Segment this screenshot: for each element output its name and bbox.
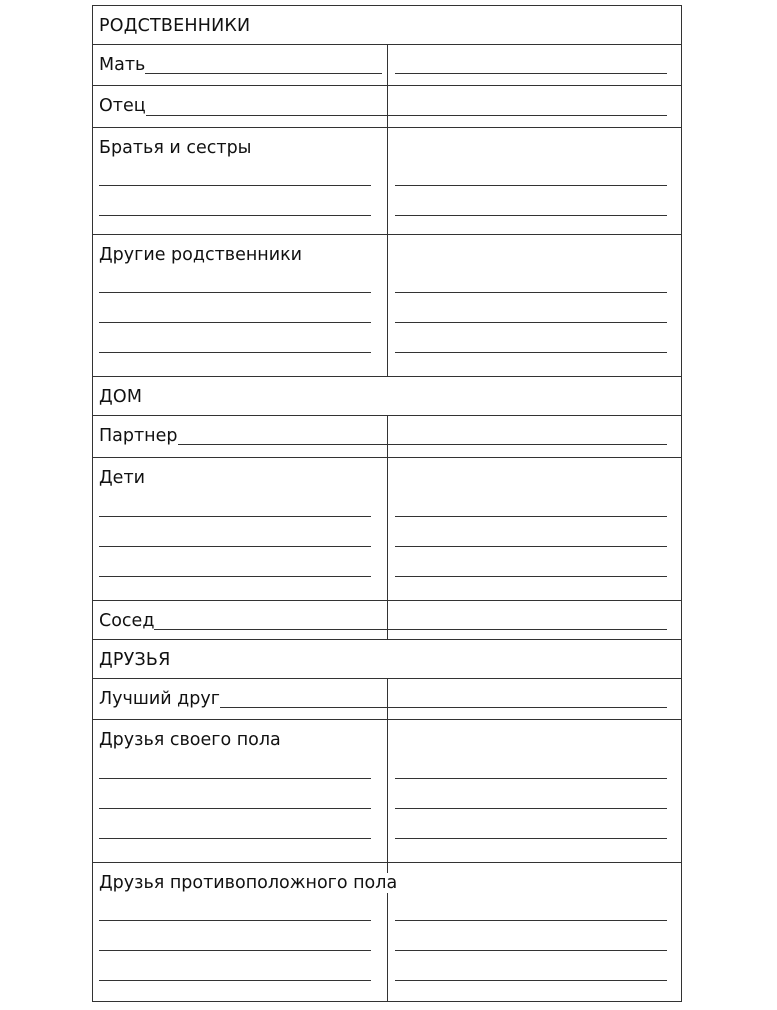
field-label: Друзья своего пола bbox=[99, 730, 281, 750]
siblings-line[interactable] bbox=[99, 215, 371, 216]
children-line[interactable] bbox=[99, 516, 371, 517]
children-line[interactable] bbox=[99, 576, 371, 577]
same-sex-friends-line[interactable] bbox=[99, 778, 371, 779]
same-sex-friends-line[interactable] bbox=[99, 838, 371, 839]
siblings-note-line[interactable] bbox=[395, 185, 667, 186]
mother-note-line[interactable] bbox=[395, 73, 667, 74]
children-note-line[interactable] bbox=[395, 516, 667, 517]
column-divider bbox=[387, 86, 388, 127]
column-divider bbox=[387, 235, 388, 376]
row-children bbox=[93, 458, 681, 601]
section-header-home bbox=[93, 377, 681, 416]
best-friend-note-line[interactable] bbox=[395, 707, 667, 708]
field-label: Братья и сестры bbox=[99, 138, 252, 158]
same-sex-friends-line[interactable] bbox=[99, 808, 371, 809]
relationship-form bbox=[92, 5, 682, 1002]
field-label: Отец bbox=[99, 96, 146, 116]
neighbor-note-line[interactable] bbox=[395, 629, 667, 630]
column-divider bbox=[387, 416, 388, 457]
opposite-sex-friends-line[interactable] bbox=[99, 950, 371, 951]
partner-note-line[interactable] bbox=[395, 444, 667, 445]
mother-name-line[interactable] bbox=[145, 73, 382, 74]
column-divider bbox=[387, 601, 388, 639]
other-relatives-line[interactable] bbox=[99, 322, 371, 323]
column-divider bbox=[387, 720, 388, 862]
row-mother bbox=[93, 45, 681, 86]
row-same-sex-friends bbox=[93, 720, 681, 863]
column-divider bbox=[387, 458, 388, 600]
row-father bbox=[93, 86, 681, 128]
column-divider bbox=[387, 679, 388, 719]
column-divider bbox=[387, 45, 388, 85]
field-label: Мать bbox=[99, 55, 146, 75]
same-sex-friends-note-line[interactable] bbox=[395, 778, 667, 779]
other-relatives-note-line[interactable] bbox=[395, 352, 667, 353]
opposite-sex-friends-line[interactable] bbox=[99, 920, 371, 921]
row-opposite-sex-friends bbox=[93, 863, 681, 1001]
row-neighbor bbox=[93, 601, 681, 640]
children-note-line[interactable] bbox=[395, 546, 667, 547]
siblings-line[interactable] bbox=[99, 185, 371, 186]
section-header-relatives bbox=[93, 6, 681, 45]
row-best-friend bbox=[93, 679, 681, 720]
opposite-sex-friends-note-line[interactable] bbox=[395, 920, 667, 921]
row-partner bbox=[93, 416, 681, 458]
section-title: РОДСТВЕННИКИ bbox=[99, 16, 251, 36]
field-label: Друзья противоположного пола bbox=[99, 873, 398, 893]
opposite-sex-friends-note-line[interactable] bbox=[395, 980, 667, 981]
column-divider bbox=[387, 128, 388, 234]
field-label: Дети bbox=[99, 468, 146, 488]
field-label: Партнер bbox=[99, 426, 178, 446]
children-line[interactable] bbox=[99, 546, 371, 547]
field-label: Лучший друг bbox=[99, 689, 220, 709]
opposite-sex-friends-line[interactable] bbox=[99, 980, 371, 981]
row-other-relatives bbox=[93, 235, 681, 377]
other-relatives-note-line[interactable] bbox=[395, 322, 667, 323]
same-sex-friends-note-line[interactable] bbox=[395, 838, 667, 839]
field-label: Другие родственники bbox=[99, 245, 303, 265]
other-relatives-note-line[interactable] bbox=[395, 292, 667, 293]
opposite-sex-friends-note-line[interactable] bbox=[395, 950, 667, 951]
other-relatives-line[interactable] bbox=[99, 292, 371, 293]
other-relatives-line[interactable] bbox=[99, 352, 371, 353]
section-title: ДОМ bbox=[99, 387, 143, 407]
field-label: Сосед bbox=[99, 611, 155, 631]
row-siblings bbox=[93, 128, 681, 235]
father-line[interactable] bbox=[145, 115, 667, 116]
same-sex-friends-note-line[interactable] bbox=[395, 808, 667, 809]
children-note-line[interactable] bbox=[395, 576, 667, 577]
neighbor-line[interactable] bbox=[153, 629, 423, 630]
siblings-note-line[interactable] bbox=[395, 215, 667, 216]
section-title: ДРУЗЬЯ bbox=[99, 650, 171, 670]
section-header-friends bbox=[93, 640, 681, 679]
